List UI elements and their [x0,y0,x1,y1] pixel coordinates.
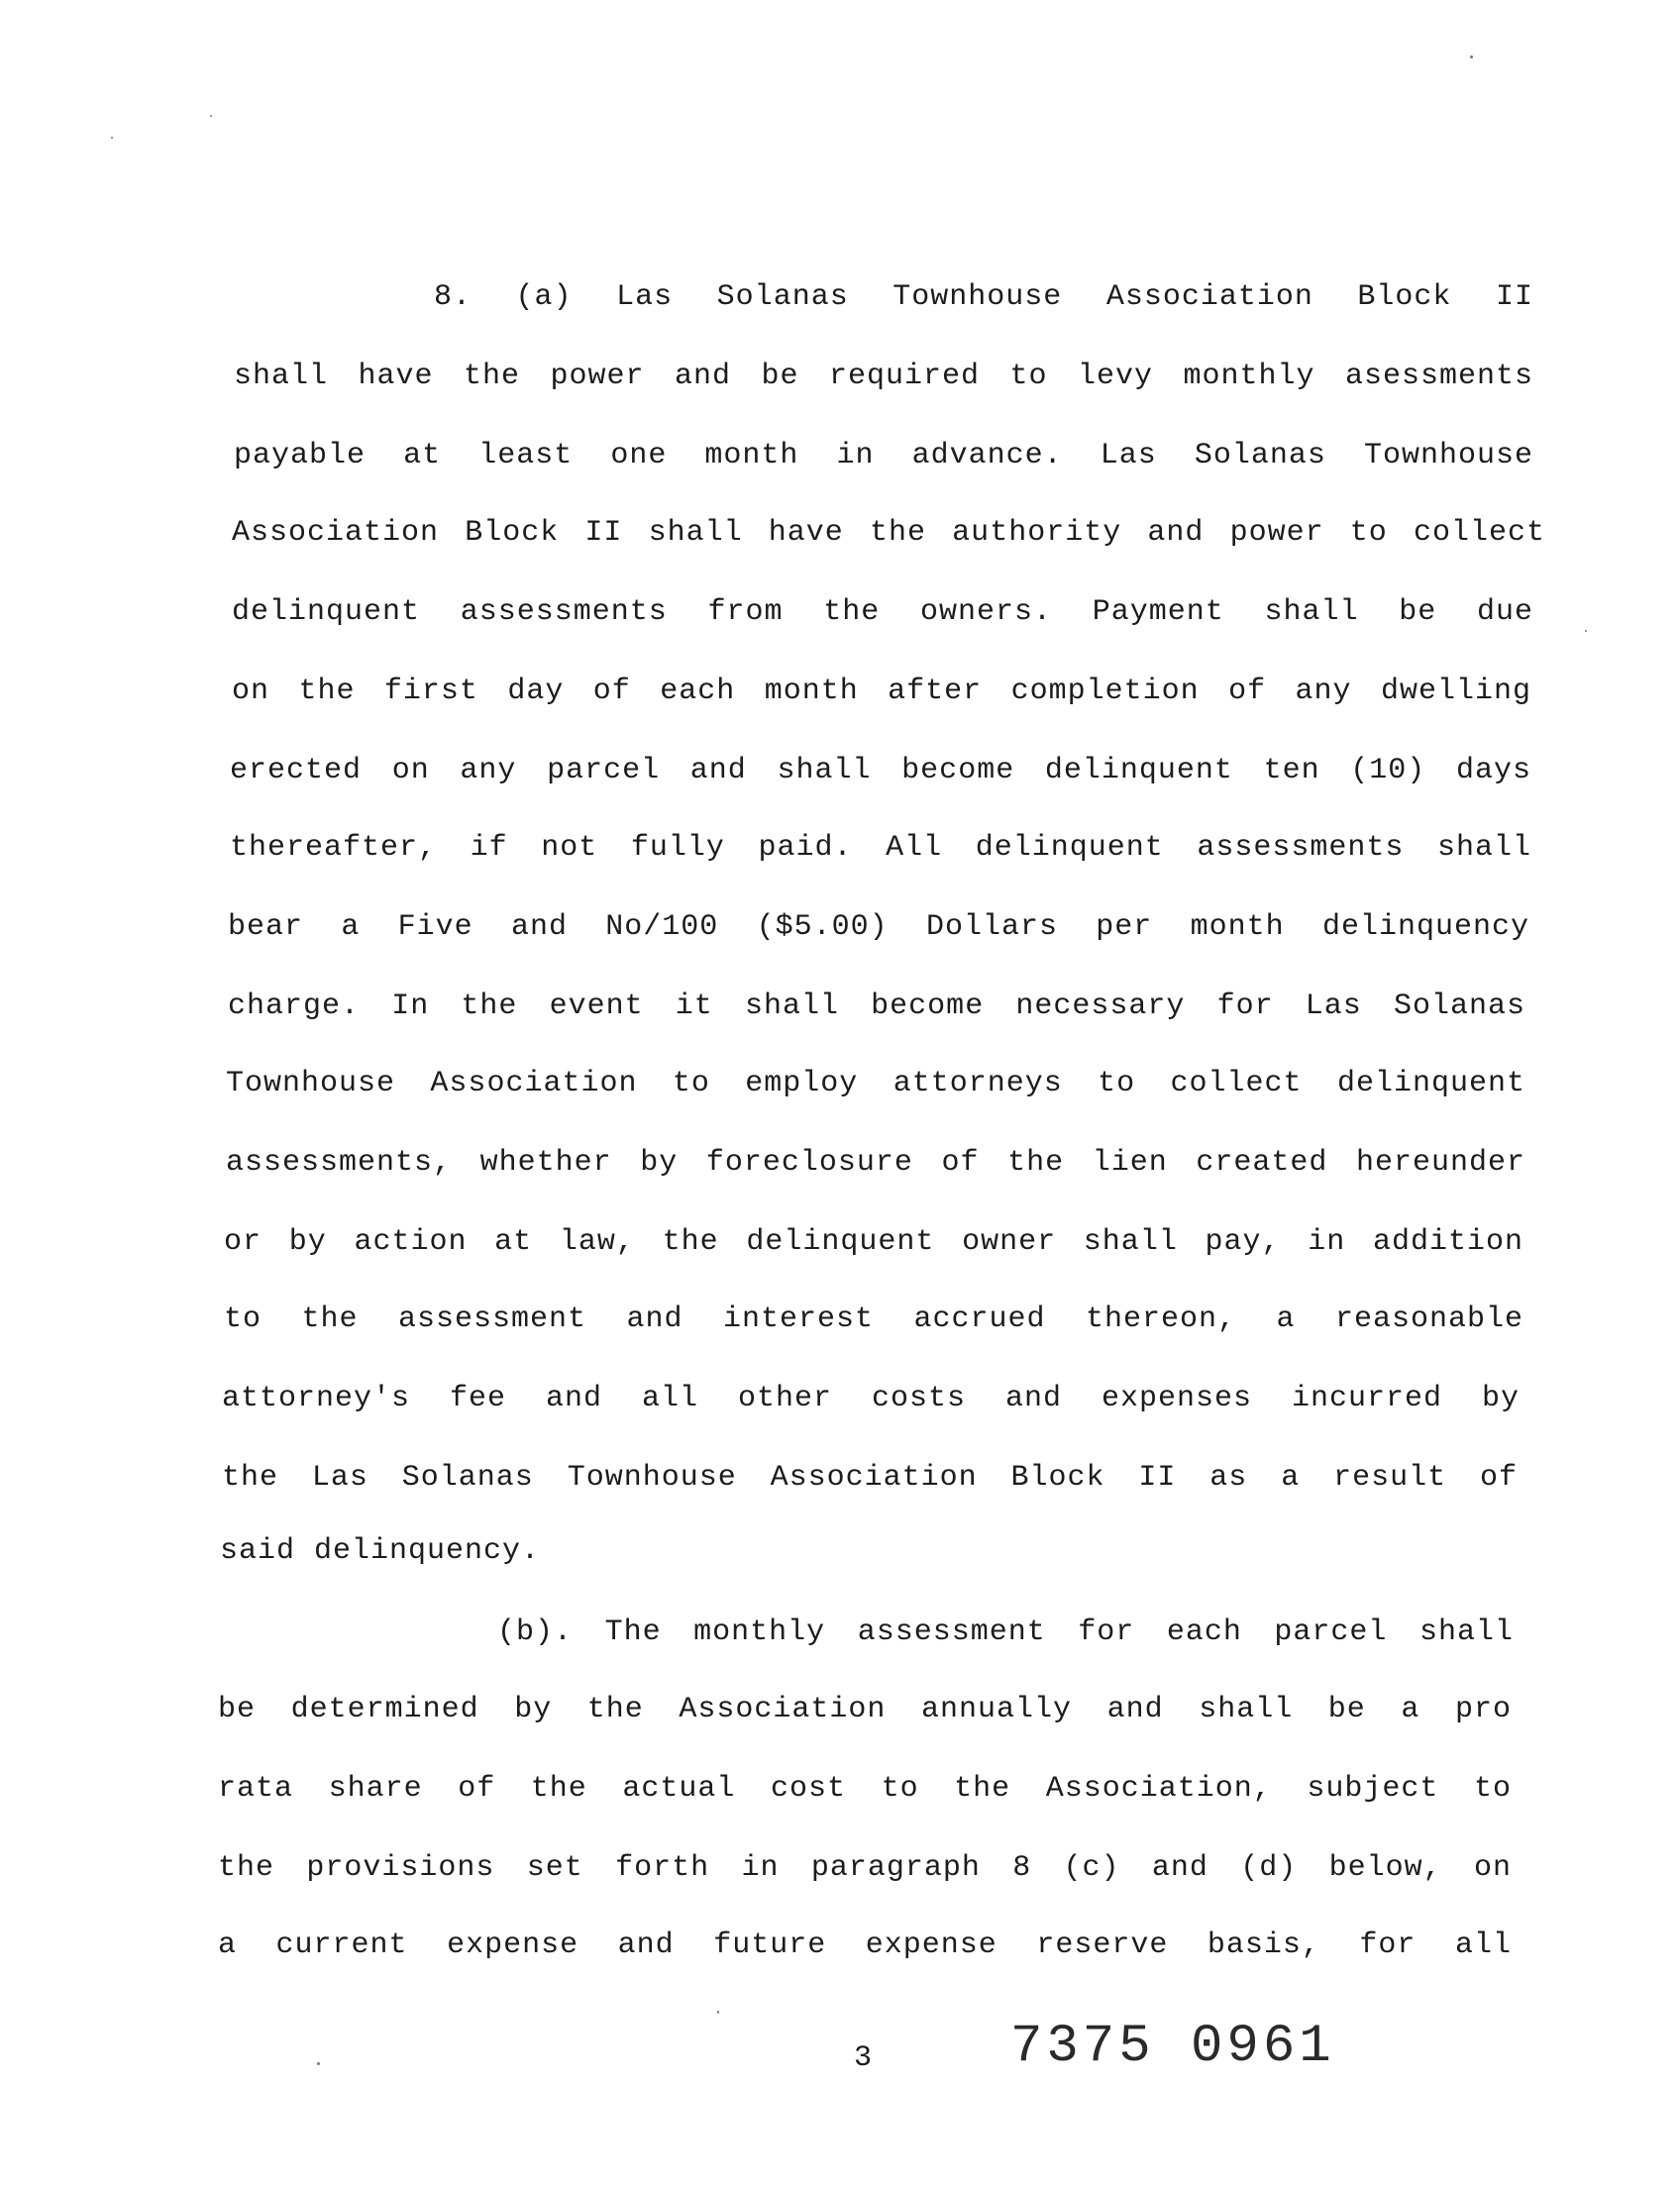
scan-speck [1585,630,1587,632]
scan-speck [210,115,212,117]
text-line: rata share of the actual cost to the Association, subject to [218,1772,1512,1806]
text-line: a current expense and future expense reserve basis, for all [218,1928,1512,1962]
text-line: payable at least one month in advance. Las Solanas Townhouse [234,439,1533,472]
recording-stamp-number: 7375 0961 [1010,2017,1335,2077]
text-line: erected on any parcel and shall become delinquent ten (10) days [230,754,1531,787]
text-line: delinquent assessments from the owners. Payment shall be due [232,595,1533,629]
text-line: to the assessment and interest accrued thereon, a reasonable [224,1302,1523,1336]
text-line: said delinquency. [220,1534,541,1568]
text-line: charge. In the event it shall become necessary for Las Solanas [228,989,1525,1023]
text-line: be determined by the Association annually and shall be a pro [218,1693,1512,1726]
text-line: shall have the power and be required to levy monthly asessments [234,360,1533,393]
text-line: thereafter, if not fully paid. All delinquent assessments shall [230,831,1531,865]
text-line: attorney's fee and all other costs and expenses incurred by [222,1382,1520,1415]
scan-speck [111,137,113,139]
text-line: the provisions set forth in paragraph 8 (c) and (d) below, on [218,1851,1512,1885]
text-line: Association Block II shall have the authority and power to collect [232,516,1545,550]
scan-speck [1470,55,1473,58]
text-line: the Las Solanas Townhouse Association Block II as a result of [222,1461,1518,1495]
scan-speck [717,2011,719,2014]
text-line: assessments, whether by foreclosure of the lien created hereunder [226,1146,1525,1180]
text-line: 8. (a) Las Solanas Townhouse Association Block II [434,280,1533,314]
page-number: 3 [854,2041,873,2075]
text-line: or by action at law, the delinquent owner shall pay, in addition [224,1225,1523,1259]
scan-speck [317,2062,320,2065]
text-line: on the first day of each month after completion of any dwelling [232,675,1531,708]
text-line: bear a Five and No/100 ($5.00) Dollars per month delinquency [228,910,1529,944]
text-line: (b). The monthly assessment for each parcel shall [497,1615,1514,1649]
text-line: Townhouse Association to employ attorneys to collect delinquent [226,1067,1525,1100]
